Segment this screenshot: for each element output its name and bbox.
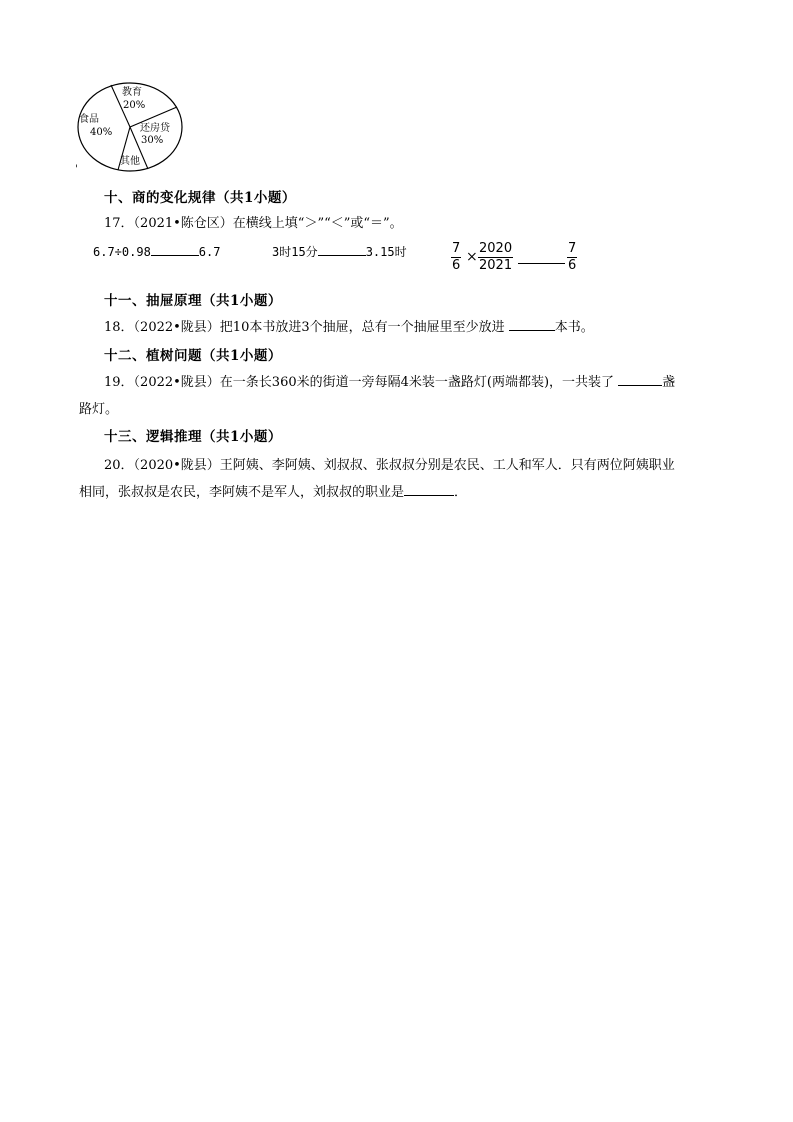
slice-label-mortgage: 还房贷: [140, 123, 170, 134]
q18-text-before: 18．（2022•陇县）把10本书放进3个抽屉，总有一个抽屉里至少放进: [104, 320, 505, 335]
question-19-line-2: 路灯。: [79, 402, 119, 417]
q17-item-1: [93, 243, 220, 259]
q17-item-3-blank[interactable]: [518, 251, 565, 264]
q17-frac-2: [478, 241, 513, 274]
slice-value-food: 40%: [90, 127, 113, 138]
q17-item-1-left: 6.7÷0.98: [93, 245, 151, 259]
section-heading-12: 十二、植树问题（共1小题）: [104, 348, 282, 364]
q17-frac-3: [567, 241, 577, 274]
section-heading-10: 十、商的变化规律（共1小题）: [104, 190, 296, 206]
q19-text-after: 盏: [662, 375, 676, 390]
q17-item-2-right: 3.15时: [365, 245, 407, 259]
q17-frac-3-num: 7: [568, 241, 577, 256]
q19-blank[interactable]: [618, 373, 662, 386]
question-20-line-1: 20．（2020•陇县）王阿姨、李阿姨、刘叔叔、张叔叔分别是农民、工人和军人．只有两位阿姨职业: [104, 458, 675, 473]
q17-frac-1-num: 7: [452, 241, 461, 256]
slice-value-mortgage: 30%: [141, 135, 164, 146]
q20-text-after: ．: [454, 485, 468, 500]
q17-times-sign: ×: [466, 249, 478, 265]
question-19-line-1: [104, 371, 675, 390]
q17-frac-2-den: 2021: [479, 258, 513, 273]
slice-label-food: 食品: [79, 114, 99, 125]
q17-frac-3-den: 6: [568, 258, 577, 273]
q17-item-2: [272, 243, 407, 260]
q18-text-after: 本书。: [554, 320, 594, 335]
q17-frac-1-den: 6: [452, 258, 461, 273]
pie-chart: [76, 81, 186, 173]
q17-frac-1: [451, 241, 461, 274]
question-18: [104, 316, 594, 335]
q20-text-before: 相同，张叔叔是农民，李阿姨不是军人，刘叔叔的职业是: [79, 485, 405, 500]
slice-label-education: 教育: [122, 87, 142, 98]
q17-frac-2-num: 2020: [479, 241, 513, 256]
question-17-prompt: 17．（2021•陈仓区）在横线上填“＞”“＜”或“＝”。: [104, 216, 403, 231]
stray-mark: ': [75, 164, 78, 175]
q20-blank[interactable]: [404, 483, 454, 496]
q18-blank[interactable]: [509, 318, 555, 331]
q19-text-before: 19．（2022•陇县）在一条长360米的街道一旁每隔4米装一盏路灯(两端都装)，一共装了: [104, 375, 615, 390]
q17-item-2-blank[interactable]: [318, 243, 366, 256]
q17-item-1-blank[interactable]: [151, 243, 199, 256]
slice-label-other: 其他: [120, 156, 140, 167]
slice-value-education: 20%: [123, 100, 146, 111]
q17-item-2-left: 3时15分: [272, 245, 318, 259]
section-heading-11: 十一、抽屉原理（共1小题）: [104, 293, 282, 309]
question-20-line-2: [79, 481, 467, 500]
section-heading-13: 十三、逻辑推理（共1小题）: [104, 429, 282, 445]
q17-item-1-right: 6.7: [198, 245, 221, 259]
